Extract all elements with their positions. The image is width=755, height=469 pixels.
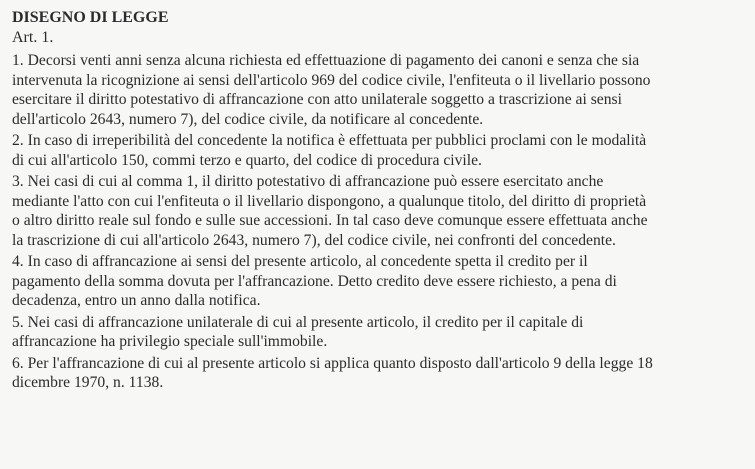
paragraph-line: pagamento della somma dovuta per l'affrancazione. Detto credito deve essere richiesto, a pena di xyxy=(12,272,617,290)
paragraph-line: o altro diritto reale sul fondo e sulle sue accessioni. In tal caso deve comunque essere effettuata anche xyxy=(12,212,648,229)
paragraph-3 xyxy=(12,172,755,250)
paragraph-line: 1. Decorsi venti anni senza alcuna richiesta ed effettuazione di pagamento dei canoni e senza che sia xyxy=(12,52,640,69)
paragraph-4 xyxy=(12,252,755,311)
paragraph-line: 5. Nei casi di affrancazione unilaterale di cui al presente articolo, il credito per il capitale di xyxy=(12,313,584,331)
paragraph-line: mediante l'atto con cui l'enfiteuta o il livellario dispongono, a qualunque titolo, del diritto di proprietà xyxy=(12,192,647,210)
paragraph-6 xyxy=(12,354,755,393)
paragraph-line: di cui all'articolo 150, commi terzo e quarto, del codice di procedura civile. xyxy=(12,151,482,169)
paragraph-line: 2. In caso di irreperibilità del concedente la notifica è effettuata per pubblici proclami con le modalità xyxy=(12,132,647,149)
paragraph-line: 4. In caso di affrancazione ai sensi del presente articolo, al concedente spetta il credito per il xyxy=(12,253,588,270)
paragraph-line: esercitare il diritto potestativo di affrancazione con atto unilaterale soggetto a trascrizione ai sensi xyxy=(12,91,622,108)
paragraph-5 xyxy=(12,313,755,352)
article-number: Art. 1. xyxy=(12,29,54,46)
paragraph-line: dell'articolo 2643, numero 7), del codice civile, da notificare al concedente. xyxy=(12,110,484,128)
paragraph-line: 3. Nei casi di cui al comma 1, il diritto potestativo di affrancazione può essere esercitato anche xyxy=(12,173,604,190)
paragraph-line: intervenuta la ricognizione ai sensi dell'articolo 969 del codice civile, l'enfiteuta o il livellario possono xyxy=(12,71,651,89)
paragraph-2 xyxy=(12,131,755,170)
paragraph-line: la trascrizione di cui all'articolo 2643, numero 7), del codice civile, nei confronti del concedente. xyxy=(12,231,616,249)
paragraph-list xyxy=(12,51,755,393)
document-title: DISEGNO DI LEGGE xyxy=(12,9,169,26)
paragraph-line: decadenza, entro un anno dalla notifica. xyxy=(12,292,261,309)
paragraph-line: affrancazione ha privilegio speciale sull'immobile. xyxy=(12,333,328,350)
paragraph-line: 6. Per l'affrancazione di cui al presente articolo si applica quanto disposto dall'articolo 9 della legge 18 xyxy=(12,354,653,372)
paragraph-1 xyxy=(12,51,755,129)
paragraph-line: dicembre 1970, n. 1138. xyxy=(12,374,164,391)
